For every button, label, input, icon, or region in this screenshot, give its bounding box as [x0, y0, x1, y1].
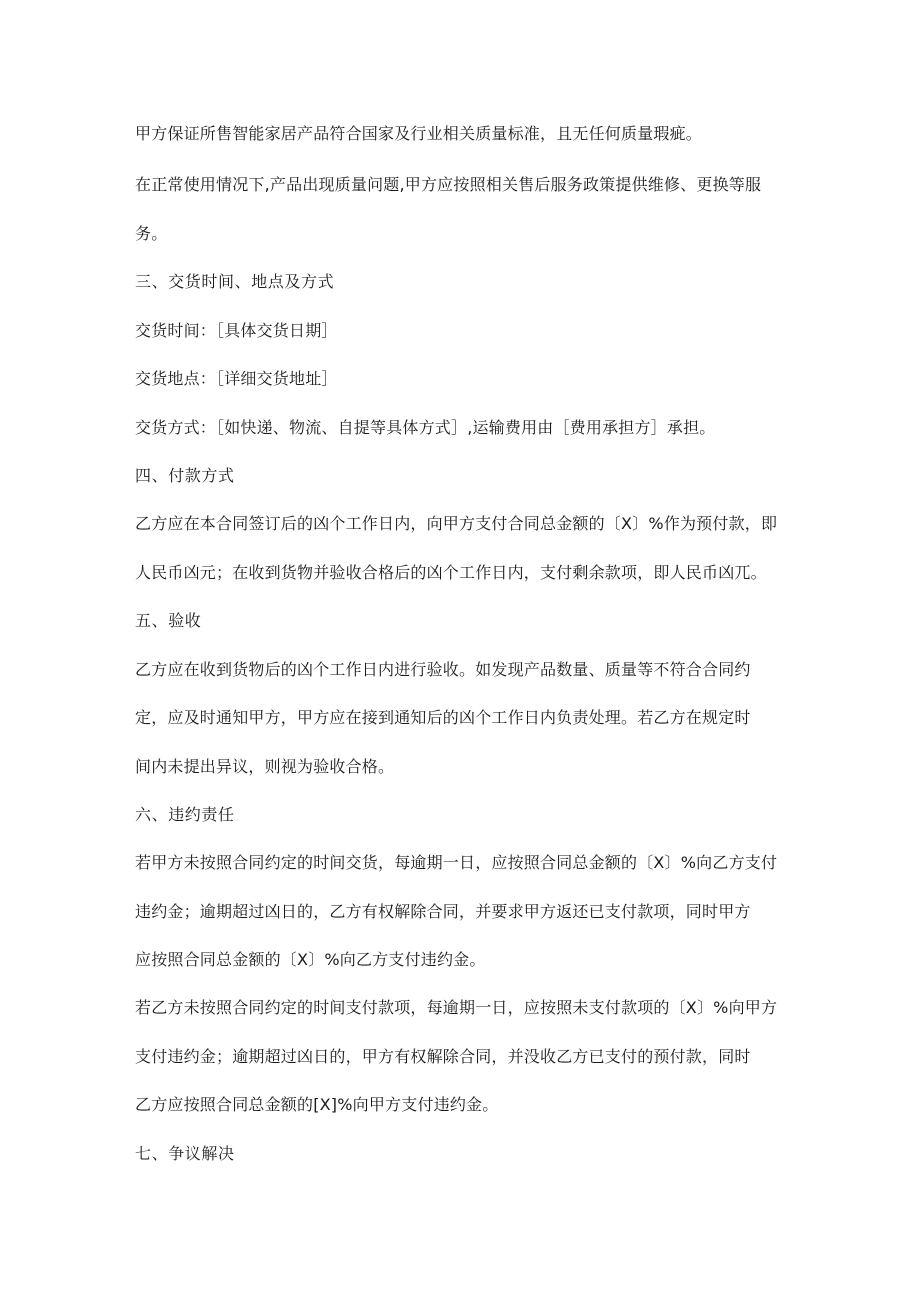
acceptance-line-2: 定，应及时通知甲方，甲方应在接到通知后的凶个工作日内负责处理。若乙方在规定时 — [135, 708, 751, 727]
delivery-place-line: 交货地点：［详细交货地址］ — [135, 369, 338, 388]
buyer-liability-line-2: 支付违约金；逾期超过凶日的，甲方有权解除合同，并没收乙方已支付的预付款，同时 — [135, 1047, 751, 1066]
buyer-liability-line-1: 若乙方未按照合同约定的时间支付款项，每逾期一日，应按照未支付款项的〔X〕%向甲方 — [135, 998, 778, 1017]
payment-line-2: 人民币凶元；在收到货物并验收合格后的凶个工作日内，支付剩余款项，即人民币凶兀。 — [135, 563, 767, 582]
section-heading-payment: 四、付款方式 — [135, 466, 235, 485]
seller-liability-line-1: 若甲方未按照合同约定的时间交货，每逾期一日，应按照合同总金额的〔X〕%向乙方支付 — [135, 853, 778, 872]
after-sales-line-2: 务。 — [135, 224, 168, 243]
after-sales-line-1: 在正常使用情况下,产品出现质量问题,甲方应按照相关售后服务政策提供维修、更换等服 — [135, 175, 762, 194]
buyer-liability-line-3: 乙方应按照合同总金额的[X]%向甲方支付违约金。 — [135, 1095, 499, 1114]
seller-liability-line-2: 违约金；逾期超过凶日的，乙方有权解除合同，并要求甲方返还已支付款项，同时甲方 — [135, 902, 751, 921]
delivery-method-line: 交货方式：［如快递、物流、自提等具体方式］,运输费用由［费用承担方］承担。 — [135, 418, 716, 437]
section-heading-delivery: 三、交货时间、地点及方式 — [135, 272, 335, 291]
quality-guarantee-line: 甲方保证所售智能家居产品符合国家及行业相关质量标准，且无任何质量瑕疵。 — [135, 124, 703, 143]
seller-liability-line-3: 应按照合同总金额的〔X〕%向乙方支付违约金。 — [135, 950, 486, 969]
delivery-time-line: 交货时间：［具体交货日期］ — [135, 321, 338, 340]
acceptance-line-1: 乙方应在收到货物后的凶个工作日内进行验收。如发现产品数量、质量等不符合合同约 — [135, 660, 751, 679]
section-heading-dispute: 七、争议解决 — [135, 1144, 235, 1163]
section-heading-liability: 六、违约责任 — [135, 805, 235, 824]
section-heading-acceptance: 五、验收 — [135, 611, 202, 630]
acceptance-line-3: 间内未提出异议，则视为验收合格。 — [135, 757, 395, 776]
payment-line-1: 乙方应在本合同签订后的凶个工作日内，向甲方支付合同总金额的〔X〕%作为预付款，即 — [135, 514, 778, 533]
